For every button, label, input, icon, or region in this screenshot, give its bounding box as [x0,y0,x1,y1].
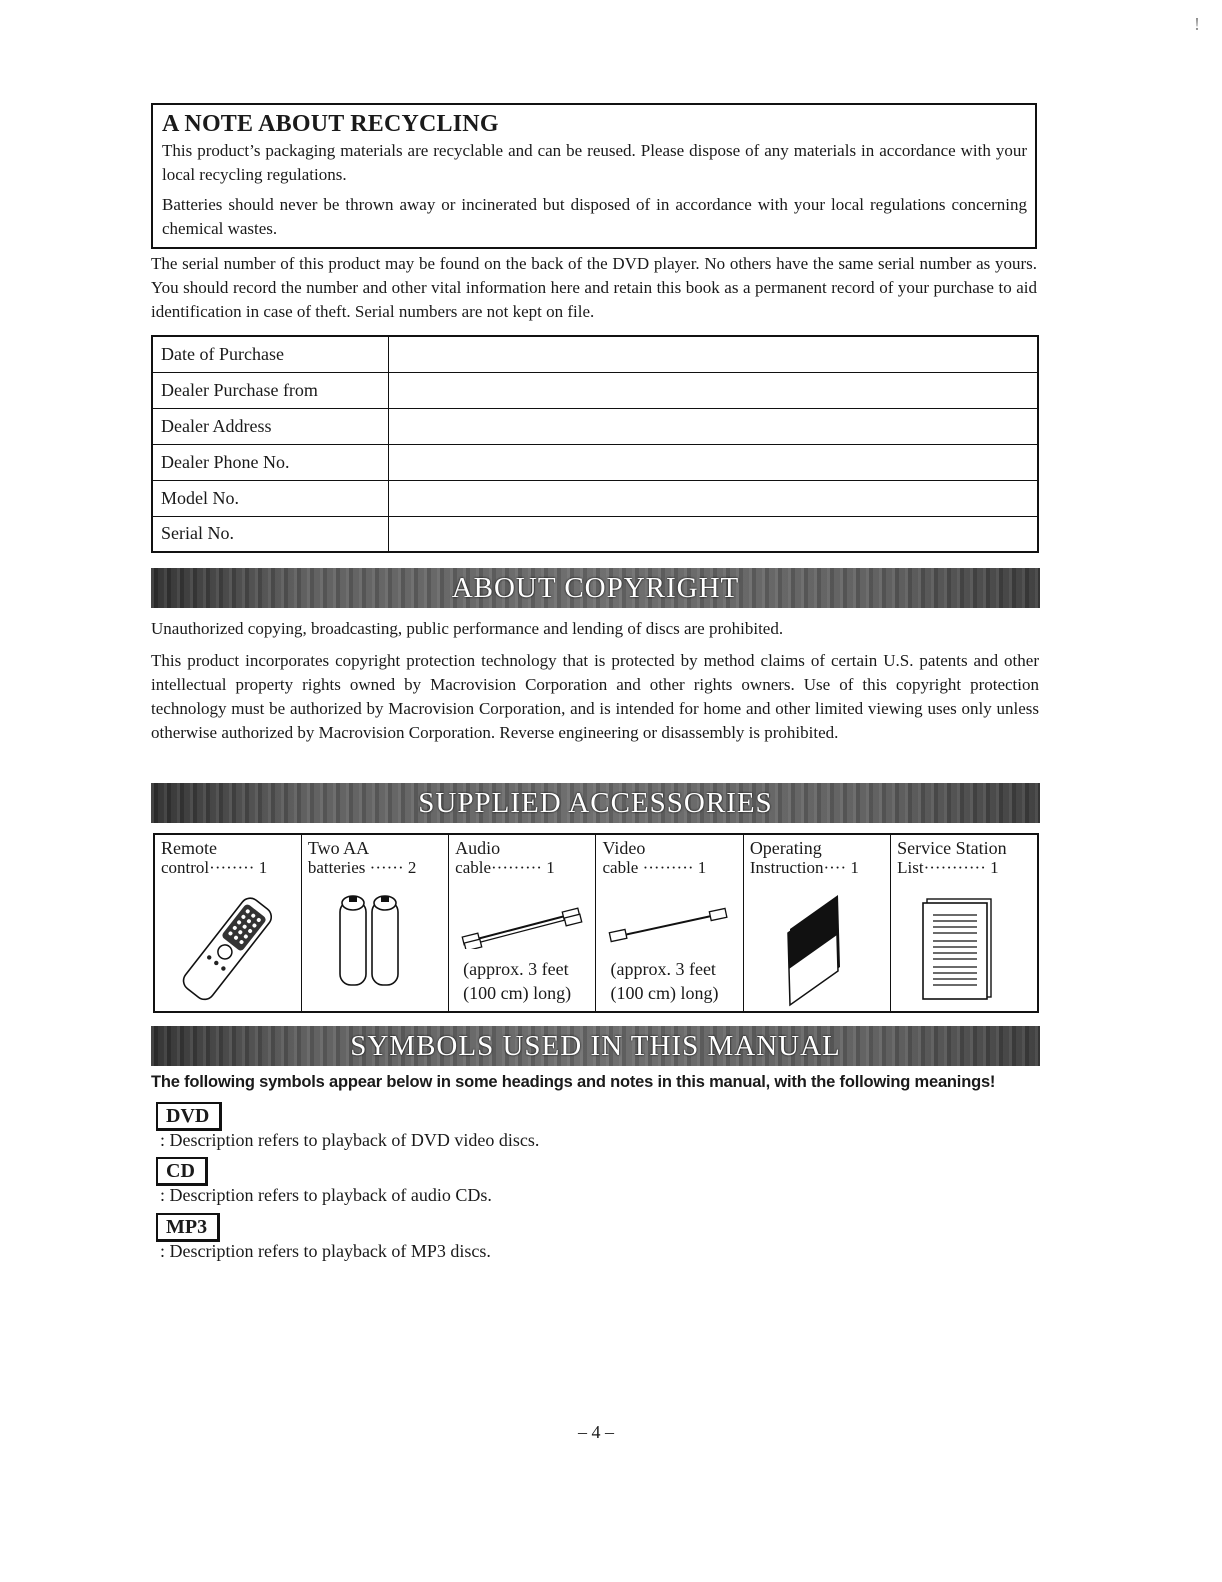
record-value[interactable] [388,444,1038,480]
dvd-symbol-badge: DVD [156,1102,222,1131]
accessory-remote-control [154,834,301,1012]
copyright-paragraph-1: Unauthorized copying, broadcasting, public performance and lending of discs are prohibited. [151,619,784,638]
page-number: – 4 – [578,1422,614,1442]
accessory-quantity: List··········· 1 [897,858,999,877]
accessory-quantity: Instruction···· 1 [749,858,859,877]
copyright-paragraph-2: This product incorporates copyright protection technology that is protected by method claims of certain U.S. patents and other intellectual property rights owned by Macrovision Corporation and other rights owners. Use of this copyright protection technology must be authorized by Macrovision Corporation, and is intended for home and other limited viewing uses only unless otherwise authorized by Macrovision Corporation. Reverse engineering or disassembly is prohibited. [151,651,1039,742]
serial-number-note: The serial number of this product may be found on the back of the DVD player. No others have the same serial number as yours. You should record the number and other vital information here and retain this book as a permanent record of your purchase to aid identification in case of theft. Serial numbers are not kept on file. [151,254,1037,321]
table-row [152,516,1038,552]
recycling-title: A NOTE ABOUT RECYCLING [162,111,499,137]
accessory-name: Service Station [897,838,1007,858]
manual-book-icon [784,889,848,1009]
accessory-name: Remote [161,838,217,858]
accessory-quantity: control········ 1 [161,858,268,877]
accessories-heading: SUPPLIED ACCESSORIES [418,786,773,819]
symbols-section-banner [151,1026,1040,1066]
accessory-name: Two AA [307,838,370,858]
recycling-paragraph-2: Batteries should never be thrown away or incinerated but disposed of in accordance with your local regulations concerning chemical wastes. [162,195,1027,238]
recycling-note-box [151,103,1037,249]
accessory-operating-instruction [743,834,890,1012]
table-row [154,834,1038,1012]
table-row [152,408,1038,444]
record-label: Serial No. [152,516,388,552]
cd-symbol-badge: CD [156,1157,208,1186]
accessory-name: Operating [749,838,822,858]
dvd-symbol-description: : Description refers to playback of DVD video discs. [160,1130,540,1150]
accessory-service-station-list [891,834,1038,1012]
accessory-length-note-1: (approx. 3 feet [610,959,716,979]
copyright-section-banner [151,568,1040,608]
record-label: Dealer Address [152,408,388,444]
accessory-name: Video [602,838,646,858]
copyright-heading: ABOUT COPYRIGHT [451,571,740,604]
accessory-video-cable [596,834,743,1012]
accessory-length-note-1: (approx. 3 feet [463,959,569,979]
accessory-batteries [301,834,448,1012]
accessory-length-note-2: (100 cm) long) [463,983,572,1003]
table-row [152,444,1038,480]
mp3-symbol-description: : Description refers to playback of MP3 discs. [160,1241,491,1261]
mp3-symbol-badge: MP3 [156,1213,220,1242]
accessory-quantity: batteries ······ 2 [307,858,417,877]
record-value[interactable] [388,408,1038,444]
record-label: Dealer Purchase from [152,372,388,408]
table-row [152,336,1038,372]
video-cable-icon [606,905,734,945]
record-label: Model No. [152,480,388,516]
audio-cable-icon [457,905,587,949]
accessory-length-note-2: (100 cm) long) [610,983,719,1003]
record-value[interactable] [388,372,1038,408]
table-row [152,480,1038,516]
symbols-heading: SYMBOLS USED IN THIS MANUAL [350,1029,841,1062]
accessory-quantity: cable········· 1 [455,858,555,877]
accessory-audio-cable [449,834,596,1012]
recycling-paragraph-1: This product’s packaging materials are recyclable and can be reused. Please dispose of any materials in accordance with your local recycling regulations. [162,141,1027,184]
document-list-icon [921,897,993,1001]
record-value[interactable] [388,516,1038,552]
cd-symbol-description: : Description refers to playback of audio CDs. [160,1185,492,1205]
accessory-name: Audio [455,838,501,858]
record-label: Dealer Phone No. [152,444,388,480]
symbols-intro: The following symbols appear below in some headings and notes in this manual, with the following meanings! [151,1073,996,1091]
table-row [152,372,1038,408]
purchase-record-table [151,335,1039,553]
accessories-table [153,833,1039,1013]
record-label: Date of Purchase [152,336,388,372]
battery-icon [338,893,402,989]
record-value[interactable] [388,480,1038,516]
accessory-quantity: cable ········· 1 [602,858,707,877]
accessories-section-banner [151,783,1040,823]
remote-control-icon [173,893,283,1003]
corner-mark: ! [1194,14,1200,34]
record-value[interactable] [388,336,1038,372]
